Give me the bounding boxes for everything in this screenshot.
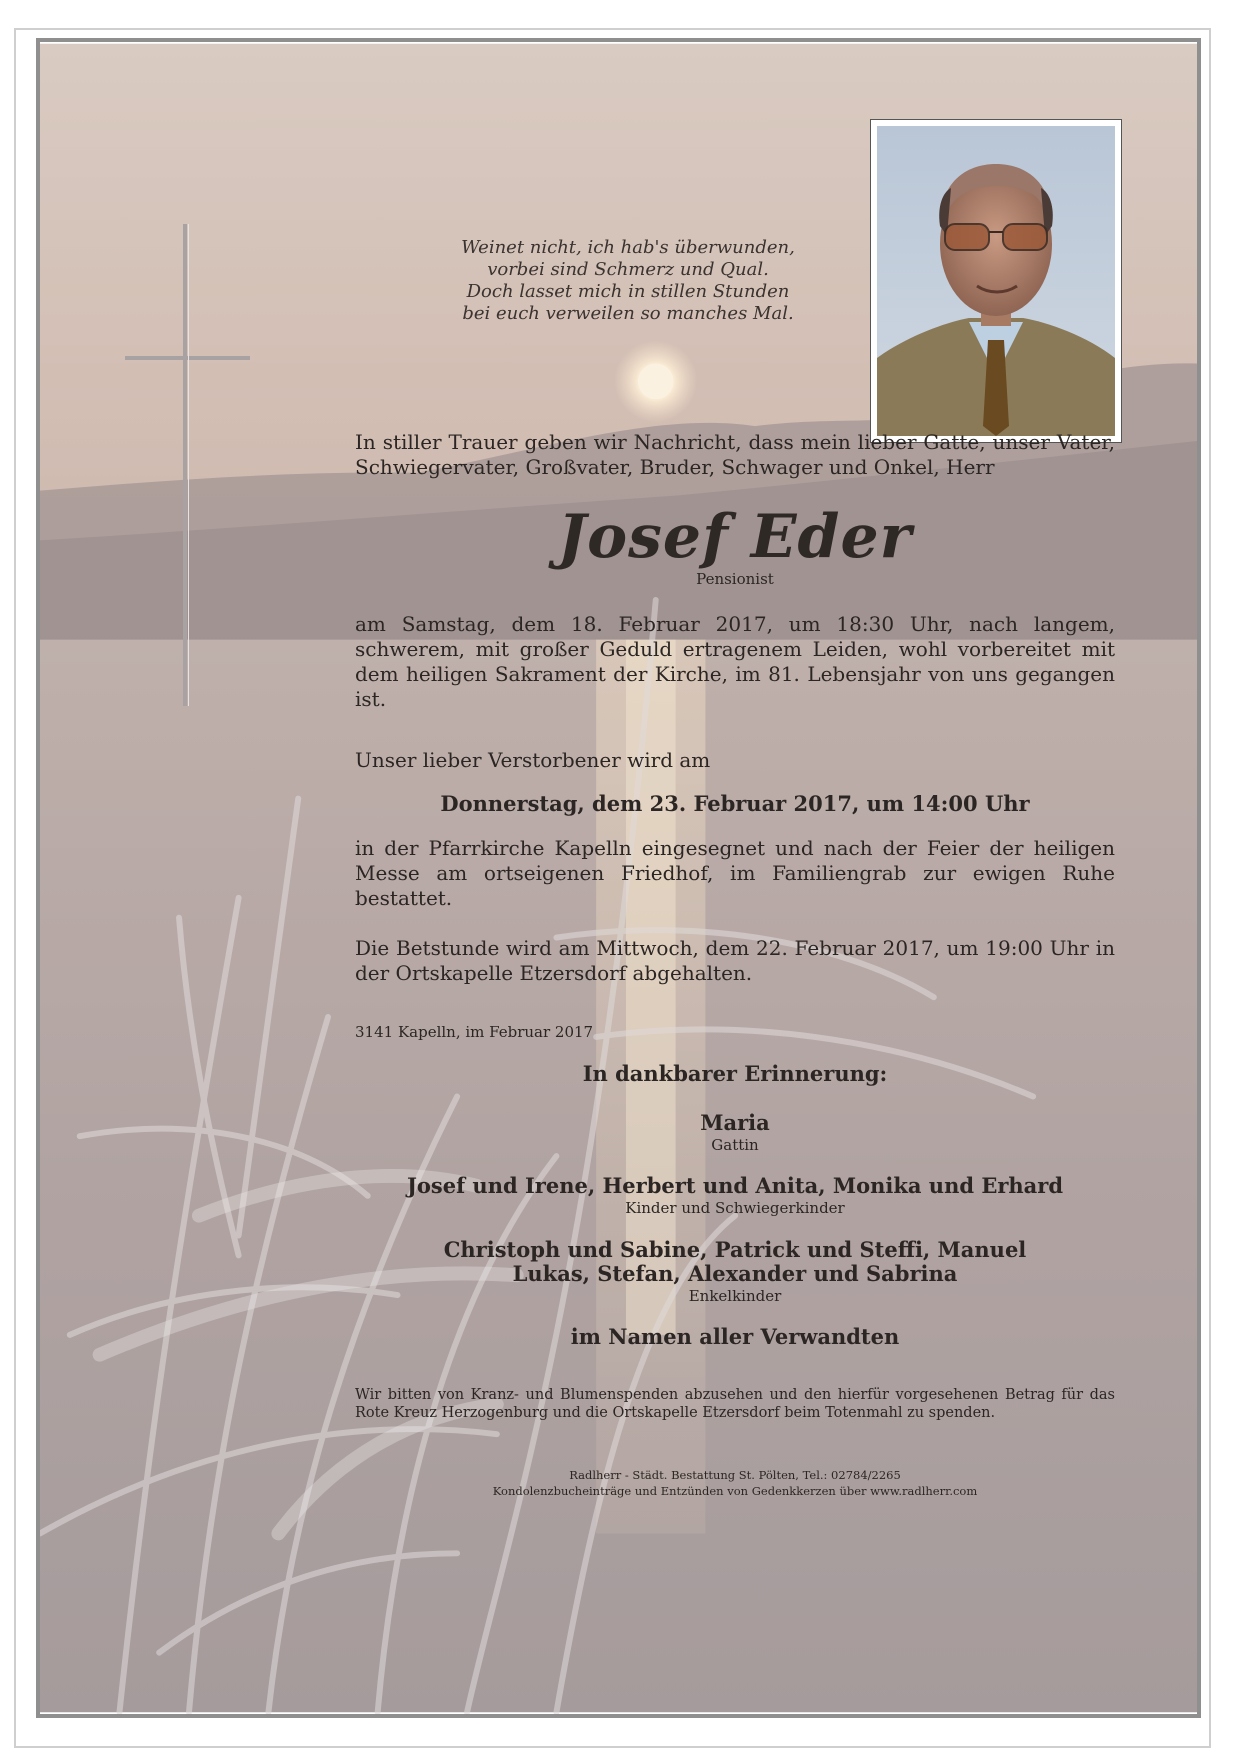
mourner-name: Josef und Irene, Herbert und Anita, Monika und Erhard <box>406 1173 1064 1198</box>
mourner-name: Lukas, Stefan, Alexander und Sabrina <box>512 1261 958 1286</box>
funeral-details: in der Pfarrkirche Kapelln eingesegnet und nach der Feier der heiligen Messe am ortseigenen Friedhof, im Familiengrab zur ewigen Ruhe bestattet. <box>355 836 1115 910</box>
cross-icon <box>125 224 250 706</box>
funeral-date: Donnerstag, dem 23. Februar 2017, um 14:00 Uhr <box>440 791 1030 816</box>
donation-note: Wir bitten von Kranz- und Blumenspenden abzusehen und den hierfür vorgesehenen Betrag für das Rote Kreuz Herzogenburg und die Ortskapelle Etzersdorf beim Totenmahl zu spenden. <box>355 1387 1115 1421</box>
place-date: 3141 Kapelln, im Februar 2017 <box>355 1023 594 1041</box>
verse <box>428 237 828 325</box>
verse-line: Weinet nicht, ich hab's überwunden, <box>461 237 795 258</box>
verse-line: bei euch verweilen so manches Mal. <box>462 303 794 324</box>
death-notice: am Samstag, dem 18. Februar 2017, um 18:30 Uhr, nach langem, schwerem, mit großer Geduld ertragenem Leiden, wohl vorbereitet mit dem heiligen Sakrament der Kirche, im 81. Lebensjahr von uns gegangen ist. <box>355 612 1115 711</box>
portrait-image <box>877 126 1115 436</box>
funeral-intro: Unser lieber Verstorbener wird am <box>355 748 711 772</box>
mourner-relation: Enkelkinder <box>688 1287 782 1305</box>
mourner-name: Christoph und Sabine, Patrick und Steffi, Manuel <box>443 1237 1027 1262</box>
mourner-relation: Gattin <box>711 1136 759 1154</box>
mourners-heading: In dankbarer Erinnerung: <box>582 1061 888 1086</box>
verse-line: Doch lasset mich in stillen Stunden <box>466 281 790 302</box>
mourner-name: Maria <box>700 1110 770 1135</box>
mourner-relation: Kinder und Schwiegerkinder <box>625 1199 845 1217</box>
parte-card <box>36 38 1201 1718</box>
portrait-photo <box>870 119 1122 443</box>
mourners-closing: im Namen aller Verwandten <box>570 1324 900 1349</box>
condolence-line: Kondolenzbucheinträge und Entzünden von Gedenkkerzen über www.radlherr.com <box>492 1484 978 1498</box>
announcement-intro: In stiller Trauer geben wir Nachricht, dass mein lieber Gatte, unser Vater, Schwiegervater, Großvater, Bruder, Schwager und Onkel, Herr <box>355 430 1115 479</box>
funeral-home-line: Radlherr - Städt. Bestattung St. Pölten, Tel.: 02784/2265 <box>569 1468 901 1482</box>
verse-line: vorbei sind Schmerz und Qual. <box>487 259 769 280</box>
occupation: Pensionist <box>696 570 774 588</box>
deceased-name: Josef Eder <box>557 502 913 572</box>
prayer-notice: Die Betstunde wird am Mittwoch, dem 22. Februar 2017, um 19:00 Uhr in der Ortskapelle Etzersdorf abgehalten. <box>355 936 1115 985</box>
